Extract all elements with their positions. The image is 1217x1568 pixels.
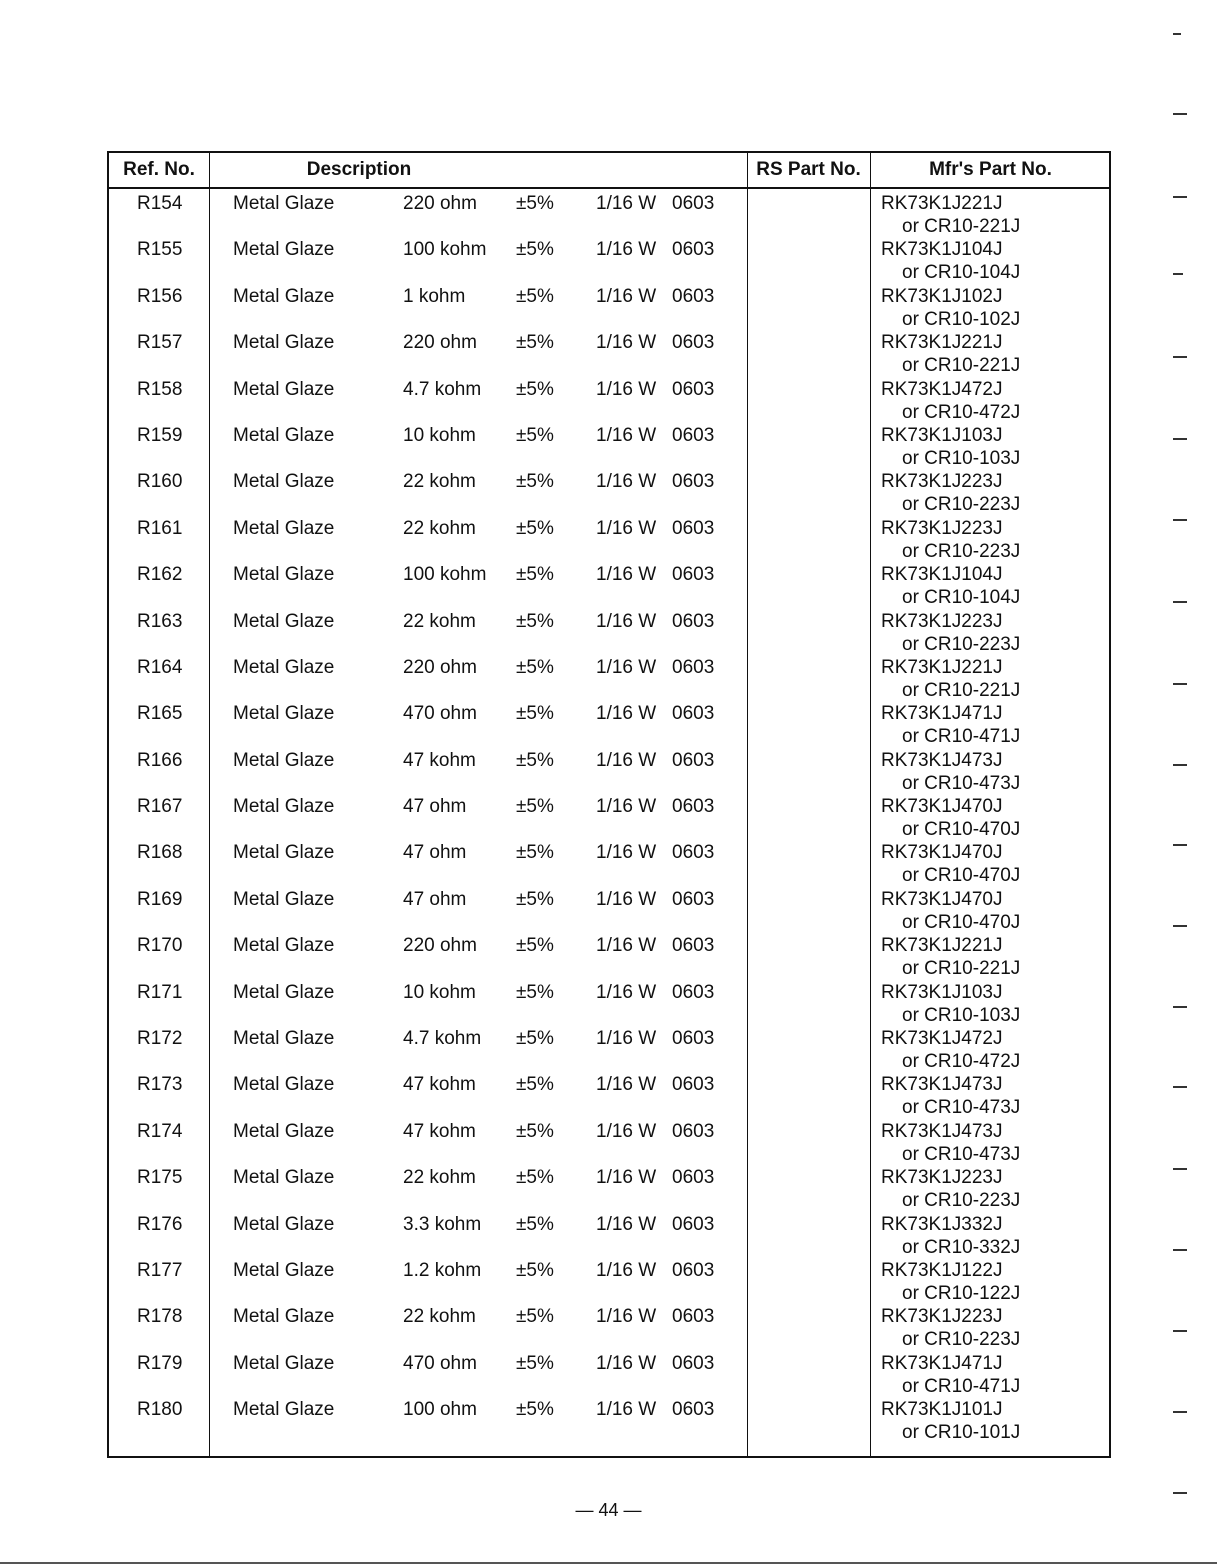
table-row: [109, 1397, 1109, 1443]
header-mfr-part-no: Mfr's Part No.: [929, 159, 1052, 180]
description-type: Metal Glaze: [233, 1028, 335, 1050]
description-value: 22 kohm: [403, 471, 476, 493]
description-wattage: 1/16 W: [596, 749, 657, 771]
table-row: [109, 377, 1109, 423]
ref-no: R164: [137, 656, 183, 678]
mfr-part-primary: RK73K1J103J: [881, 424, 1003, 446]
description-size: 0603: [672, 332, 715, 354]
description-wattage: 1/16 W: [596, 1399, 657, 1421]
table-row: [109, 840, 1109, 886]
description-tolerance: ±5%: [516, 1167, 554, 1189]
description-size: 0603: [672, 1120, 715, 1142]
ref-no: R172: [137, 1028, 183, 1050]
description-wattage: 1/16 W: [596, 1352, 657, 1374]
description-size: 0603: [672, 981, 715, 1003]
description-tolerance: ±5%: [516, 703, 554, 725]
table-row: [109, 469, 1109, 515]
mfr-part-primary: RK73K1J103J: [881, 981, 1003, 1003]
description-size: 0603: [672, 378, 715, 400]
description-wattage: 1/16 W: [596, 1074, 657, 1096]
description-size: 0603: [672, 749, 715, 771]
ref-no: R167: [137, 796, 183, 818]
description-tolerance: ±5%: [516, 1120, 554, 1142]
description-tolerance: ±5%: [516, 564, 554, 586]
mfr-part-alternate: or CR10-472J: [902, 1051, 1021, 1073]
mfr-part-alternate: or CR10-223J: [902, 1329, 1021, 1351]
parts-table: [107, 151, 1111, 1458]
description-wattage: 1/16 W: [596, 656, 657, 678]
ref-no: R161: [137, 517, 183, 539]
description-value: 100 kohm: [403, 564, 487, 586]
mfr-part-primary: RK73K1J223J: [881, 1167, 1003, 1189]
mfr-part-alternate: or CR10-223J: [902, 494, 1021, 516]
description-type: Metal Glaze: [233, 564, 335, 586]
description-type: Metal Glaze: [233, 332, 335, 354]
description-tolerance: ±5%: [516, 796, 554, 818]
mfr-part-primary: RK73K1J472J: [881, 1028, 1003, 1050]
description-tolerance: ±5%: [516, 1213, 554, 1235]
description-wattage: 1/16 W: [596, 517, 657, 539]
description-tolerance: ±5%: [516, 1306, 554, 1328]
mfr-part-alternate: or CR10-471J: [902, 726, 1021, 748]
mfr-part-primary: RK73K1J221J: [881, 935, 1003, 957]
ref-no: R163: [137, 610, 183, 632]
mfr-part-alternate: or CR10-122J: [902, 1282, 1021, 1304]
table-row: [109, 284, 1109, 330]
table-row: [109, 516, 1109, 562]
description-tolerance: ±5%: [516, 610, 554, 632]
description-size: 0603: [672, 424, 715, 446]
description-wattage: 1/16 W: [596, 1167, 657, 1189]
mfr-part-alternate: or CR10-332J: [902, 1236, 1021, 1258]
description-size: 0603: [672, 656, 715, 678]
description-wattage: 1/16 W: [596, 1120, 657, 1142]
description-wattage: 1/16 W: [596, 471, 657, 493]
mfr-part-primary: RK73K1J104J: [881, 564, 1003, 586]
description-type: Metal Glaze: [233, 1259, 335, 1281]
mfr-part-alternate: or CR10-221J: [902, 679, 1021, 701]
table-row: [109, 701, 1109, 747]
table-row: [109, 191, 1109, 237]
table-row: [109, 1351, 1109, 1397]
description-size: 0603: [672, 796, 715, 818]
mfr-part-alternate: or CR10-471J: [902, 1375, 1021, 1397]
description-type: Metal Glaze: [233, 1120, 335, 1142]
ref-no: R173: [137, 1074, 183, 1096]
description-tolerance: ±5%: [516, 471, 554, 493]
description-tolerance: ±5%: [516, 517, 554, 539]
mfr-part-primary: RK73K1J472J: [881, 378, 1003, 400]
table-row: [109, 330, 1109, 376]
mfr-part-alternate: or CR10-101J: [902, 1422, 1021, 1444]
description-wattage: 1/16 W: [596, 703, 657, 725]
description-type: Metal Glaze: [233, 703, 335, 725]
description-tolerance: ±5%: [516, 1352, 554, 1374]
description-wattage: 1/16 W: [596, 1028, 657, 1050]
description-type: Metal Glaze: [233, 378, 335, 400]
description-type: Metal Glaze: [233, 842, 335, 864]
mfr-part-alternate: or CR10-103J: [902, 1004, 1021, 1026]
description-type: Metal Glaze: [233, 285, 335, 307]
mfr-part-alternate: or CR10-472J: [902, 401, 1021, 423]
mfr-part-primary: RK73K1J221J: [881, 332, 1003, 354]
mfr-part-primary: RK73K1J470J: [881, 842, 1003, 864]
description-wattage: 1/16 W: [596, 1306, 657, 1328]
mfr-part-alternate: or CR10-470J: [902, 865, 1021, 887]
description-wattage: 1/16 W: [596, 332, 657, 354]
description-value: 3.3 kohm: [403, 1213, 482, 1235]
description-value: 22 kohm: [403, 1167, 476, 1189]
mfr-part-alternate: or CR10-223J: [902, 1190, 1021, 1212]
description-value: 47 ohm: [403, 842, 467, 864]
description-value: 220 ohm: [403, 935, 477, 957]
ref-no: R162: [137, 564, 183, 586]
mfr-part-primary: RK73K1J473J: [881, 1074, 1003, 1096]
description-value: 100 ohm: [403, 1399, 477, 1421]
description-size: 0603: [672, 193, 715, 214]
mfr-part-primary: RK73K1J122J: [881, 1259, 1003, 1281]
mfr-part-primary: RK73K1J470J: [881, 888, 1003, 910]
ref-no: R174: [137, 1120, 183, 1142]
mfr-part-alternate: or CR10-104J: [902, 587, 1021, 609]
table-row: [109, 1165, 1109, 1211]
description-size: 0603: [672, 888, 715, 910]
table-row: [109, 980, 1109, 1026]
mfr-part-alternate: or CR10-473J: [902, 772, 1021, 794]
ref-no: R180: [137, 1399, 183, 1421]
description-tolerance: ±5%: [516, 749, 554, 771]
table-row: [109, 794, 1109, 840]
description-type: Metal Glaze: [233, 981, 335, 1003]
mfr-part-primary: RK73K1J101J: [881, 1399, 1003, 1421]
description-tolerance: ±5%: [516, 1074, 554, 1096]
description-size: 0603: [672, 610, 715, 632]
description-tolerance: ±5%: [516, 1028, 554, 1050]
ref-no: R160: [137, 471, 183, 493]
description-type: Metal Glaze: [233, 1352, 335, 1374]
description-value: 47 kohm: [403, 749, 476, 771]
description-tolerance: ±5%: [516, 842, 554, 864]
table-row: [109, 1119, 1109, 1165]
description-value: 22 kohm: [403, 1306, 476, 1328]
description-value: 100 kohm: [403, 239, 487, 261]
description-tolerance: ±5%: [516, 424, 554, 446]
description-value: 220 ohm: [403, 332, 477, 354]
description-size: 0603: [672, 703, 715, 725]
mfr-part-alternate: or CR10-221J: [902, 958, 1021, 980]
table-row: [109, 933, 1109, 979]
description-wattage: 1/16 W: [596, 564, 657, 586]
description-size: 0603: [672, 1399, 715, 1421]
description-size: 0603: [672, 1028, 715, 1050]
description-value: 470 ohm: [403, 703, 477, 725]
ref-no: R154: [137, 193, 183, 214]
description-wattage: 1/16 W: [596, 935, 657, 957]
description-wattage: 1/16 W: [596, 193, 657, 214]
description-size: 0603: [672, 471, 715, 493]
header-description: Description: [306, 159, 412, 180]
description-size: 0603: [672, 1306, 715, 1328]
description-wattage: 1/16 W: [596, 1259, 657, 1281]
ref-no: R170: [137, 935, 183, 957]
description-type: Metal Glaze: [233, 888, 335, 910]
ref-no: R166: [137, 749, 183, 771]
description-wattage: 1/16 W: [596, 1213, 657, 1235]
description-wattage: 1/16 W: [596, 378, 657, 400]
description-size: 0603: [672, 285, 715, 307]
description-type: Metal Glaze: [233, 1306, 335, 1328]
description-value: 10 kohm: [403, 424, 476, 446]
table-header: [109, 153, 1109, 189]
description-value: 22 kohm: [403, 517, 476, 539]
table-body: [109, 191, 1109, 1444]
description-value: 220 ohm: [403, 656, 477, 678]
description-wattage: 1/16 W: [596, 239, 657, 261]
description-value: 47 kohm: [403, 1120, 476, 1142]
description-value: 22 kohm: [403, 610, 476, 632]
description-value: 1.2 kohm: [403, 1259, 482, 1281]
description-tolerance: ±5%: [516, 888, 554, 910]
ref-no: R175: [137, 1167, 183, 1189]
mfr-part-alternate: or CR10-470J: [902, 911, 1021, 933]
mfr-part-primary: RK73K1J470J: [881, 796, 1003, 818]
mfr-part-primary: RK73K1J221J: [881, 656, 1003, 678]
description-wattage: 1/16 W: [596, 796, 657, 818]
description-type: Metal Glaze: [233, 424, 335, 446]
description-wattage: 1/16 W: [596, 610, 657, 632]
description-wattage: 1/16 W: [596, 842, 657, 864]
ref-no: R156: [137, 285, 183, 307]
description-size: 0603: [672, 935, 715, 957]
table-row: [109, 237, 1109, 283]
mfr-part-primary: RK73K1J332J: [881, 1213, 1003, 1235]
description-size: 0603: [672, 842, 715, 864]
ref-no: R168: [137, 842, 183, 864]
table-row: [109, 562, 1109, 608]
description-tolerance: ±5%: [516, 935, 554, 957]
mfr-part-primary: RK73K1J223J: [881, 517, 1003, 539]
mfr-part-alternate: or CR10-470J: [902, 819, 1021, 841]
description-tolerance: ±5%: [516, 193, 554, 214]
mfr-part-alternate: or CR10-223J: [902, 633, 1021, 655]
mfr-part-alternate: or CR10-473J: [902, 1143, 1021, 1165]
description-value: 1 kohm: [403, 285, 466, 307]
description-type: Metal Glaze: [233, 1399, 335, 1421]
ref-no: R171: [137, 981, 183, 1003]
mfr-part-alternate: or CR10-223J: [902, 540, 1021, 562]
mfr-part-primary: RK73K1J102J: [881, 285, 1003, 307]
mfr-part-alternate: or CR10-221J: [902, 216, 1021, 237]
ref-no: R165: [137, 703, 183, 725]
description-value: 220 ohm: [403, 193, 477, 214]
mfr-part-primary: RK73K1J471J: [881, 1352, 1003, 1374]
mfr-part-primary: RK73K1J471J: [881, 703, 1003, 725]
table-row: [109, 1212, 1109, 1258]
description-type: Metal Glaze: [233, 935, 335, 957]
bottom-rule: [0, 1562, 1217, 1564]
description-value: 4.7 kohm: [403, 1028, 482, 1050]
description-value: 47 ohm: [403, 888, 467, 910]
ref-no: R169: [137, 888, 183, 910]
description-type: Metal Glaze: [233, 1074, 335, 1096]
description-tolerance: ±5%: [516, 981, 554, 1003]
description-type: Metal Glaze: [233, 749, 335, 771]
description-type: Metal Glaze: [233, 517, 335, 539]
description-wattage: 1/16 W: [596, 888, 657, 910]
ref-no: R155: [137, 239, 183, 261]
header-ref-no: Ref. No.: [123, 159, 195, 180]
ref-no: R176: [137, 1213, 183, 1235]
mfr-part-primary: RK73K1J221J: [881, 193, 1003, 214]
header-rs-part-no: RS Part No.: [756, 159, 861, 180]
description-type: Metal Glaze: [233, 796, 335, 818]
description-type: Metal Glaze: [233, 610, 335, 632]
table-row: [109, 1258, 1109, 1304]
mfr-part-alternate: or CR10-103J: [902, 447, 1021, 469]
description-tolerance: ±5%: [516, 656, 554, 678]
description-size: 0603: [672, 1259, 715, 1281]
mfr-part-alternate: or CR10-104J: [902, 262, 1021, 284]
description-value: 10 kohm: [403, 981, 476, 1003]
description-size: 0603: [672, 1167, 715, 1189]
mfr-part-primary: RK73K1J223J: [881, 610, 1003, 632]
description-size: 0603: [672, 1213, 715, 1235]
table-row: [109, 748, 1109, 794]
ref-no: R158: [137, 378, 183, 400]
mfr-part-primary: RK73K1J473J: [881, 1120, 1003, 1142]
description-value: 47 ohm: [403, 796, 467, 818]
description-value: 470 ohm: [403, 1352, 477, 1374]
description-value: 4.7 kohm: [403, 378, 482, 400]
mfr-part-alternate: or CR10-102J: [902, 308, 1021, 330]
description-wattage: 1/16 W: [596, 424, 657, 446]
description-type: Metal Glaze: [233, 239, 335, 261]
description-type: Metal Glaze: [233, 1167, 335, 1189]
description-tolerance: ±5%: [516, 332, 554, 354]
description-size: 0603: [672, 1074, 715, 1096]
description-type: Metal Glaze: [233, 656, 335, 678]
ref-no: R178: [137, 1306, 183, 1328]
mfr-part-primary: RK73K1J223J: [881, 471, 1003, 493]
ref-no: R159: [137, 424, 183, 446]
description-tolerance: ±5%: [516, 378, 554, 400]
description-type: Metal Glaze: [233, 193, 335, 214]
description-wattage: 1/16 W: [596, 285, 657, 307]
mfr-part-primary: RK73K1J223J: [881, 1306, 1003, 1328]
table-row: [109, 655, 1109, 701]
mfr-part-alternate: or CR10-473J: [902, 1097, 1021, 1119]
page-number: — 44 —: [575, 1500, 642, 1520]
table-row: [109, 423, 1109, 469]
table-row: [109, 609, 1109, 655]
table-row: [109, 1072, 1109, 1118]
table-row: [109, 1026, 1109, 1072]
mfr-part-primary: RK73K1J473J: [881, 749, 1003, 771]
description-wattage: 1/16 W: [596, 981, 657, 1003]
table-row: [109, 887, 1109, 933]
ref-no: R157: [137, 332, 183, 354]
description-tolerance: ±5%: [516, 285, 554, 307]
description-type: Metal Glaze: [233, 471, 335, 493]
ref-no: R179: [137, 1352, 183, 1374]
mfr-part-alternate: or CR10-221J: [902, 355, 1021, 377]
description-size: 0603: [672, 564, 715, 586]
description-size: 0603: [672, 1352, 715, 1374]
description-type: Metal Glaze: [233, 1213, 335, 1235]
ref-no: R177: [137, 1259, 183, 1281]
description-size: 0603: [672, 239, 715, 261]
description-value: 47 kohm: [403, 1074, 476, 1096]
description-tolerance: ±5%: [516, 1259, 554, 1281]
description-tolerance: ±5%: [516, 1399, 554, 1421]
table-row: [109, 1304, 1109, 1350]
description-tolerance: ±5%: [516, 239, 554, 261]
description-size: 0603: [672, 517, 715, 539]
mfr-part-primary: RK73K1J104J: [881, 239, 1003, 261]
